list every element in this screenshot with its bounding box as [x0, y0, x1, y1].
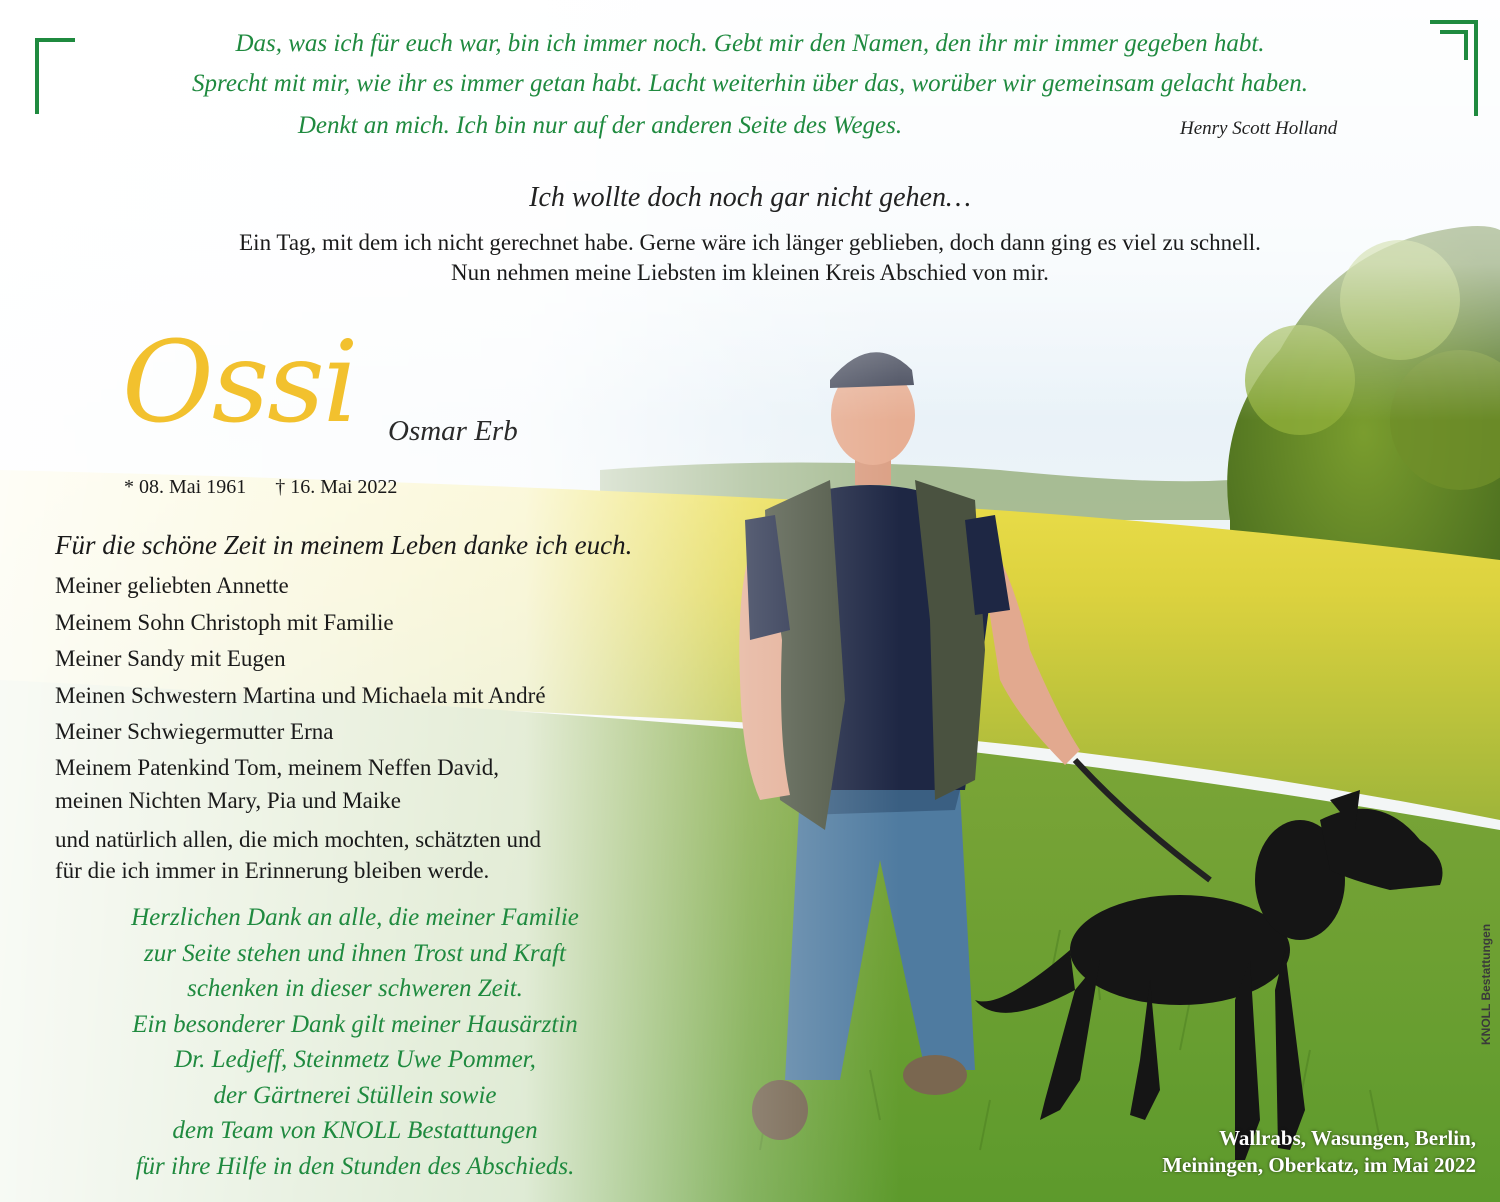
quote-author: Henry Scott Holland — [1180, 118, 1338, 139]
credit-text: KNOLL Bestattungen — [1479, 923, 1493, 1045]
list-item: für die ich immer in Erinnerung bleiben werde. — [55, 857, 490, 883]
intro-line: Nun nehmen meine Liebsten im kleinen Kreis Abschied von mir. — [451, 260, 1049, 285]
gratitude-line: zur Seite stehen und ihnen Trost und Kraft — [144, 939, 566, 967]
quote-line: Denkt an mich. Ich bin nur auf der anderen Seite des Weges. — [297, 112, 903, 139]
list-item: Meiner Schwiegermutter Erna — [55, 719, 334, 744]
list-item: Meiner geliebten Annette — [55, 573, 289, 598]
gratitude-line: Herzlichen Dank an alle, die meiner Familie — [131, 904, 579, 931]
quote-line: Sprecht mit mir, wie ihr es immer getan habt. Lacht weiterhin über das, worüber wir gemeinsam gelacht haben. — [192, 70, 1308, 97]
full-name: Osmar Erb — [388, 415, 518, 447]
gratitude-line: Dr. Ledjeff, Steinmetz Uwe Pommer, — [174, 1046, 536, 1073]
list-item: Meinem Sohn Christoph mit Familie — [55, 609, 394, 635]
quote-line: Das, was ich für euch war, bin ich immer noch. Gebt mir den Namen, den ihr mir immer gegeben habt. — [235, 30, 1265, 57]
thanks-list — [55, 568, 546, 886]
places-line: Wallrabs, Wasungen, Berlin, — [1219, 1126, 1476, 1150]
gratitude-block — [55, 900, 655, 1184]
gratitude-line: Ein besonderer Dank gilt meiner Hausärztin — [132, 1010, 578, 1038]
thanks-title: Für die schöne Zeit in meinem Leben danke ich euch. — [55, 530, 633, 560]
birth-date: * 08. Mai 1961 — [124, 476, 247, 498]
list-item: Meiner Sandy mit Eugen — [55, 646, 286, 671]
list-item: und natürlich allen, die mich mochten, schätzten und — [55, 826, 542, 852]
list-item: meinen Nichten Mary, Pia und Maike — [55, 787, 401, 813]
gratitude-line: dem Team von KNOLL Bestattungen — [172, 1117, 538, 1144]
places-line: Meiningen, Oberkatz, im Mai 2022 — [1162, 1153, 1476, 1177]
list-item: Meinen Schwestern Martina und Michaela mit André — [55, 682, 546, 708]
headline: Ich wollte doch noch gar nicht gehen… — [529, 182, 971, 213]
gratitude-line: für ihre Hilfe in den Stunden des Abschieds. — [135, 1152, 575, 1180]
nickname: Ossi — [122, 318, 357, 448]
intro-line: Ein Tag, mit dem ich nicht gerechnet habe. Gerne wäre ich länger geblieben, doch dann ging es viel zu schnell. — [239, 230, 1261, 255]
places-and-date — [1162, 1125, 1476, 1179]
life-dates — [124, 476, 421, 499]
death-date: † 16. Mai 2022 — [275, 476, 398, 498]
gratitude-line: schenken in dieser schweren Zeit. — [187, 975, 523, 1002]
list-item: Meinem Patenkind Tom, meinem Neffen David, — [55, 754, 500, 780]
gratitude-line: der Gärtnerei Stüllein sowie — [213, 1081, 497, 1109]
